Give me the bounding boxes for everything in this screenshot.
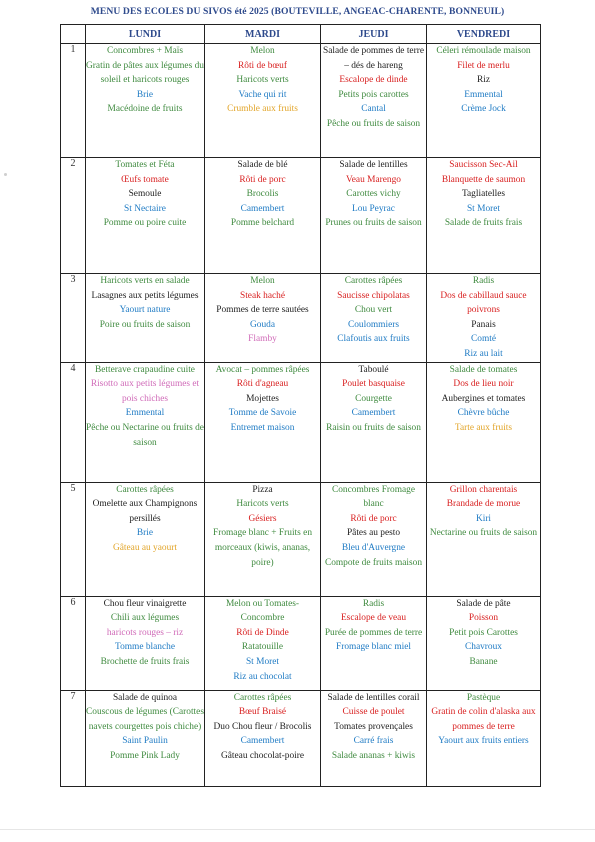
menu-item: Raisin ou fruits de saison — [326, 422, 421, 433]
menu-item: Melon — [250, 276, 275, 286]
margin-mark — [4, 173, 7, 176]
menu-item: Carottes râpées — [233, 692, 292, 703]
menu-item: Pomme belchard — [230, 218, 295, 229]
menu-item: Salade de fruits frais — [444, 218, 523, 229]
menu-item: Rôti de bœuf — [238, 60, 287, 71]
menu-item: Emmental — [464, 89, 503, 100]
menu-cell-lundi — [86, 44, 205, 158]
menu-cell-mardi — [205, 158, 321, 274]
menu-item: Salade de quinoa — [112, 692, 178, 703]
menu-cell-jeudi — [321, 596, 427, 690]
day-header-row — [61, 25, 541, 44]
menu-item: Blanquette de saumon — [441, 174, 526, 185]
menu-item: Pêche ou Nectarine ou fruits de saison — [86, 422, 204, 448]
menu-item: Carottes râpées — [116, 484, 174, 495]
menu-item: Tomates provençales — [334, 721, 413, 732]
menu-item: Chou fleur vinaigrette — [103, 598, 187, 609]
week-number: 5 — [61, 482, 86, 596]
menu-item: Brocolis — [246, 189, 279, 200]
menu-cell-vendredi — [427, 596, 541, 690]
menu-item: Salade de tomates — [449, 364, 518, 375]
menu-table — [60, 24, 541, 787]
menu-item: Pêche ou fruits de saison — [326, 118, 421, 129]
menu-item: Salade ananas + kiwis — [331, 750, 416, 761]
menu-item: Omelette aux Champignons persillés — [92, 499, 198, 524]
menu-item: Petit pois Carottes — [449, 627, 518, 638]
menu-item: Crumble aux fruits — [227, 104, 298, 115]
menu-title: MENU DES ECOLES DU SIVOS été 2025 (BOUTEVILLE, ANGEAC-CHARENTE, BONNEUIL) — [90, 6, 505, 17]
menu-item: Carré frais — [353, 736, 394, 747]
menu-item: Entremet maison — [230, 422, 295, 433]
menu-item: Haricots verts en salade — [100, 276, 190, 286]
menu-item: Compote de fruits maison — [324, 557, 423, 568]
menu-item: Grillon charentais — [449, 484, 518, 495]
menu-item: Bœuf Braisé — [238, 707, 287, 718]
day-header-mardi: MARDI — [205, 25, 321, 44]
menu-item: Rôti d'agneau — [236, 379, 289, 390]
menu-item: Tomates et Féta — [115, 160, 175, 170]
menu-item: Ratatouille — [241, 642, 284, 653]
menu-item: Chavroux — [465, 642, 502, 653]
day-header-jeudi: JEUDI — [321, 25, 427, 44]
menu-cell-mardi — [205, 690, 321, 786]
menu-item: Gésiers — [248, 513, 277, 524]
menu-item: Gouda — [250, 319, 275, 330]
menu-item: Lou Peyrac — [352, 203, 395, 214]
menu-item: Steak haché — [239, 290, 286, 301]
menu-item: Couscous de légumes (Carottes navets courgettes pois chiche) — [86, 707, 204, 732]
menu-item: Tomme de Savoie — [228, 408, 297, 419]
menu-cell-vendredi — [427, 690, 541, 786]
menu-cell-lundi — [86, 690, 205, 786]
menu-item: Chou vert — [354, 305, 393, 316]
menu-item: Tagliatelles — [461, 189, 506, 200]
week-row-1 — [61, 44, 541, 158]
menu-item: Pommes de terre sautées — [216, 305, 309, 316]
menu-cell-lundi — [86, 482, 205, 596]
week-number: 1 — [61, 44, 86, 158]
menu-item: Macédoine de fruits — [107, 104, 183, 115]
menu-item: Purée de pommes de terre — [324, 627, 423, 638]
menu-item: St Nectaire — [124, 203, 166, 214]
menu-item: Fromage blanc + Fruits en morceaux (kiwis, ananas, poire) — [212, 528, 313, 568]
menu-cell-mardi — [205, 362, 321, 482]
menu-item: Brandade de morue — [446, 499, 521, 510]
menu-cell-jeudi — [321, 362, 427, 482]
menu-item: Betterave crapaudine cuite — [95, 364, 195, 375]
menu-item: Brie — [136, 89, 154, 100]
page-bottom-line — [0, 829, 595, 830]
menu-item: Veau Marengo — [346, 174, 401, 185]
menu-item: Filet de merlu — [457, 60, 510, 71]
menu-cell-jeudi — [321, 44, 427, 158]
menu-item: Crème Jock — [461, 104, 506, 115]
menu-item: Semoule — [128, 189, 162, 200]
menu-item: haricots rouges – riz — [106, 627, 184, 638]
menu-item: Mojettes — [246, 393, 279, 404]
menu-item: Saucisse chipolatas — [337, 290, 410, 301]
menu-item: Prunes ou fruits de saison — [325, 218, 422, 229]
menu-cell-lundi — [86, 596, 205, 690]
menu-item: Nectarine ou fruits de saison — [429, 528, 538, 539]
menu-item: Flamby — [248, 334, 277, 345]
menu-item: Pâtes au pesto — [346, 528, 401, 539]
menu-cell-lundi — [86, 362, 205, 482]
menu-item: Concombres + Maïs — [106, 46, 184, 56]
week-row-4 — [61, 362, 541, 482]
menu-item: Yaourt nature — [119, 305, 171, 316]
menu-item: Gratin de colin d'alaska aux pommes de terre — [431, 707, 536, 732]
menu-cell-jeudi — [321, 158, 427, 274]
menu-item: Gâteau au yaourt — [112, 542, 178, 553]
menu-item: Salade de lentilles — [339, 160, 408, 170]
menu-item: Fromage blanc miel — [336, 642, 411, 653]
menu-cell-vendredi — [427, 274, 541, 363]
menu-item: Salade de blé — [237, 160, 288, 170]
menu-cell-lundi — [86, 274, 205, 363]
menu-cell-jeudi — [321, 482, 427, 596]
menu-item: Lasagnes aux petits légumes — [91, 290, 199, 301]
menu-item: Aubergines et tomates — [441, 393, 526, 404]
menu-item: Céleri rémoulade maison — [436, 46, 531, 56]
menu-item: Duo Chou fleur / Brocolis — [213, 721, 312, 732]
menu-item: Emmental — [125, 408, 165, 419]
menu-item: Taboulé — [358, 364, 389, 375]
menu-cell-jeudi — [321, 274, 427, 363]
menu-cell-jeudi — [321, 690, 427, 786]
week-number: 7 — [61, 690, 86, 786]
menu-item: Avocat – pommes râpées — [215, 364, 310, 375]
menu-item: St Moret — [245, 656, 280, 667]
menu-item: Saint Paulin — [122, 736, 168, 747]
day-header-vendredi: VENDREDI — [427, 25, 541, 44]
menu-item: Radis — [362, 598, 385, 609]
menu-item: Carottes râpées — [344, 276, 403, 286]
menu-cell-vendredi — [427, 362, 541, 482]
menu-item: Haricots verts — [236, 499, 289, 510]
menu-item: Poire ou fruits de saison — [99, 319, 191, 330]
menu-item: Banane — [469, 656, 498, 667]
header-corner — [61, 25, 86, 44]
menu-item: Brochette de fruits frais — [100, 656, 190, 667]
menu-item: Rôti de porc — [239, 174, 286, 185]
menu-item: Gâteau chocolat-poire — [220, 750, 305, 761]
menu-item: Poulet basquaise — [342, 379, 405, 390]
menu-cell-lundi — [86, 158, 205, 274]
menu-item: Pomme Pink Lady — [110, 750, 180, 761]
menu-item: Salade de lentilles corail — [327, 692, 420, 703]
menu-item: Concombres Fromage blanc — [331, 484, 416, 510]
menu-item: Camembert — [351, 408, 396, 419]
menu-cell-mardi — [205, 44, 321, 158]
menu-item: Salade de pâte — [456, 598, 511, 609]
menu-cell-mardi — [205, 596, 321, 690]
menu-item: Salade de pommes de terre – dés de hareng — [322, 46, 424, 71]
menu-item: Vache qui rit — [238, 89, 287, 100]
menu-item: St Moret — [466, 203, 501, 214]
menu-item: Yaourt aux fruits entiers — [438, 736, 529, 747]
menu-item: Riz au lait — [464, 348, 503, 359]
menu-item: Haricots verts — [236, 75, 289, 86]
menu-item: Brie — [136, 528, 154, 539]
menu-item: Panais — [471, 319, 496, 330]
week-number: 6 — [61, 596, 86, 690]
menu-cell-mardi — [205, 274, 321, 363]
menu-item: Camembert — [240, 203, 285, 214]
menu-item: Tarte aux fruits — [454, 422, 513, 433]
menu-item: Pastèque — [466, 692, 501, 703]
menu-item: Rôti de porc — [350, 513, 397, 524]
menu-item: Escalope de veau — [340, 613, 407, 624]
menu-cell-vendredi — [427, 158, 541, 274]
day-header-lundi: LUNDI — [86, 25, 205, 44]
menu-item: Radis — [472, 276, 495, 286]
menu-item: Riz — [476, 75, 491, 86]
menu-item: Kiri — [475, 513, 492, 524]
week-row-2 — [61, 158, 541, 274]
menu-item: Rôti de Dinde — [236, 627, 289, 638]
menu-item: Cantal — [361, 104, 386, 115]
menu-item: Œufs tomate — [121, 174, 169, 185]
menu-item: Saucisson Sec-Ail — [449, 160, 518, 170]
menu-item: Melon ou Tomates-Concombre — [225, 598, 300, 624]
week-row-3 — [61, 274, 541, 363]
menu-cell-vendredi — [427, 44, 541, 158]
menu-item: Gratin de pâtes aux légumes du soleil et haricots rouges — [86, 60, 204, 86]
week-row-6 — [61, 596, 541, 690]
menu-item: Clafoutis aux fruits — [337, 334, 410, 345]
menu-item: Carottes vichy — [346, 189, 401, 200]
menu-weeks — [61, 44, 541, 787]
menu-cell-vendredi — [427, 482, 541, 596]
menu-item: Dos de cabillaud sauce poivrons — [440, 290, 527, 316]
menu-item: Dos de lieu noir — [453, 379, 514, 390]
menu-cell-mardi — [205, 482, 321, 596]
week-row-5 — [61, 482, 541, 596]
menu-item: Pomme ou poire cuite — [103, 218, 187, 229]
menu-item: Escalope de dinde — [339, 75, 408, 86]
menu-item: Riz au chocolat — [233, 671, 292, 682]
menu-item: Risotto aux petits légumes et pois chiches — [90, 379, 200, 404]
menu-item: Chili aux légumes — [110, 613, 180, 624]
menu-item: Pizza — [252, 484, 273, 495]
menu-item: Courgette — [355, 393, 392, 404]
week-number: 2 — [61, 158, 86, 274]
menu-item: Bleu d'Auvergne — [341, 542, 406, 553]
menu-item: Comté — [471, 334, 496, 345]
menu-item: Melon — [250, 46, 275, 56]
menu-item: Coulommiers — [347, 319, 400, 330]
menu-item: Poisson — [468, 613, 499, 624]
menu-item: Chèvre bûche — [457, 408, 510, 419]
week-number: 4 — [61, 362, 86, 482]
week-row-7 — [61, 690, 541, 786]
menu-item: Tomme blanche — [115, 642, 175, 653]
menu-item: Cuisse de poulet — [342, 707, 405, 718]
week-number: 3 — [61, 274, 86, 363]
menu-item: Camembert — [240, 736, 285, 747]
menu-item: Petits pois carottes — [338, 89, 409, 100]
